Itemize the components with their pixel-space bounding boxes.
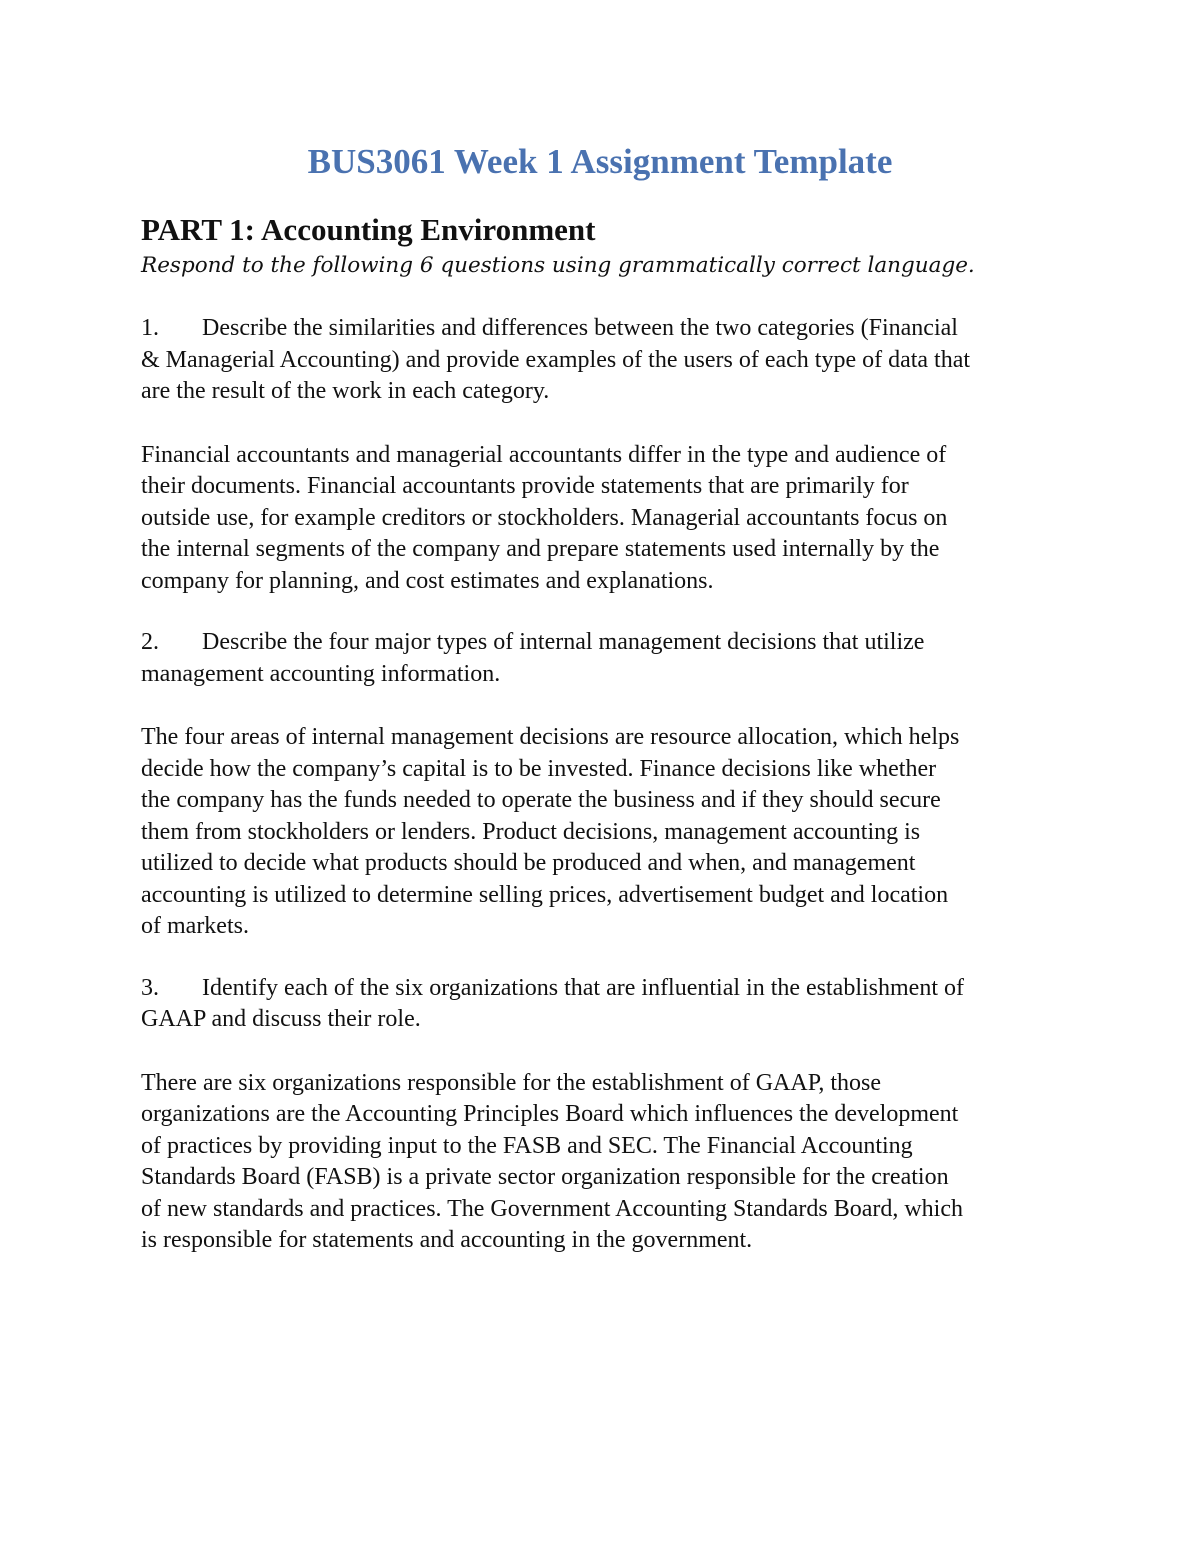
question-text <box>141 313 971 408</box>
document-body <box>141 212 975 1257</box>
question-prompt: Describe the similarities and differences between the two categories (Financial & Managerial Accounting) and provide examples of the users of each type of data that are the result of the work in each category. <box>141 315 971 404</box>
question-prompt: Identify each of the six organizations that are influential in the establishment of GAAP and discuss their role. <box>141 974 964 1032</box>
question-number: 1. <box>141 315 159 341</box>
question-block-1 <box>141 313 971 597</box>
document-title: BUS3061 Week 1 Assignment Template <box>307 142 893 181</box>
question-block-3 <box>141 973 971 1257</box>
part-instruction: Respond to the following 6 questions using grammatically correct language. <box>141 253 975 278</box>
answer-text: Financial accountants and managerial accountants differ in the type and audience of their documents. Financial accountants provide statements that are primarily for outside use, for example creditors or stockholders. Managerial accountants focus on the internal segments of the company and prepare statements used internally by the company for planning, and cost estimates and explanations. <box>141 441 948 594</box>
answer-text: The four areas of internal management decisions are resource allocation, which helps decide how the company’s capital is to be invested. Finance decisions like whether the company has the funds needed to operate the business and if they should secure them from stockholders or lenders. Product decisions, management accounting is utilized to decide what products should be produced and when, and management accounting is utilized to determine selling prices, advertisement budget and location of markets. <box>141 724 960 939</box>
question-block-2 <box>141 627 971 943</box>
question-prompt: Describe the four major types of internal management decisions that utilize management accounting information. <box>141 629 925 687</box>
question-number: 3. <box>141 974 159 1001</box>
question-text <box>141 627 971 690</box>
answer-text: There are six organizations responsible for the establishment of GAAP, those organizations are the Accounting Principles Board which influences the development of practices by providing input to the FASB and SEC. The Financial Accounting Standards Board (FASB) is a private sector organization responsible for the creation of new standards and practices. The Government Accounting Standards Board, which is responsible for statements and accounting in the government. <box>141 1069 963 1253</box>
question-text <box>141 973 971 1036</box>
part-heading: PART 1: Accounting Environment <box>141 212 596 247</box>
question-number: 2. <box>141 629 159 655</box>
